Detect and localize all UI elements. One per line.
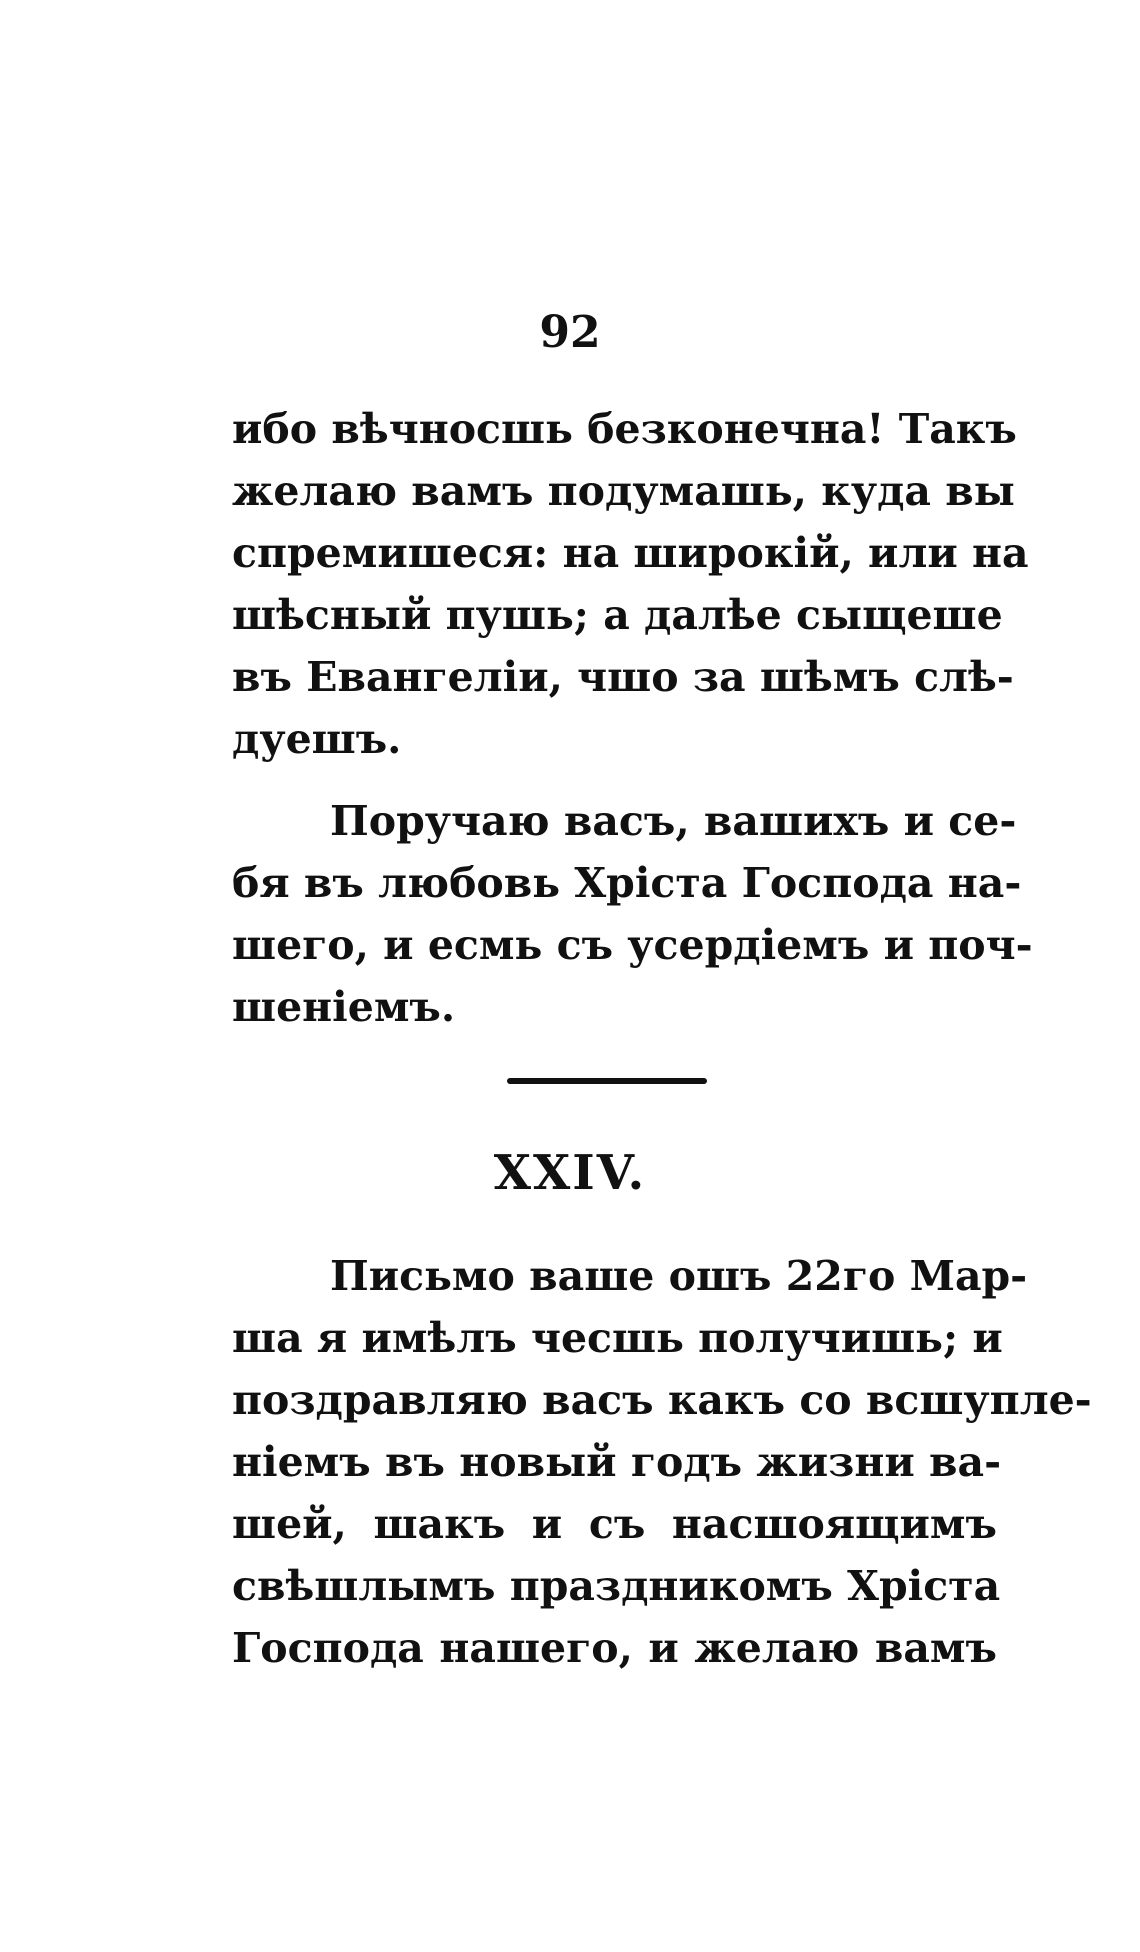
text-line: Господа нашего, и желаю вамъ <box>232 1624 997 1672</box>
text-line: поздравляю васъ какъ со всшупле- <box>232 1376 1092 1424</box>
text-line: шеніемъ. <box>232 983 456 1031</box>
text-line: въ Евангеліи, чшо за шѣмъ слѣ- <box>232 653 1014 701</box>
text-line: ибо вѣчносшь безконечна! Такъ <box>232 405 1017 453</box>
text-line: ніемъ въ новый годъ жизни ва- <box>232 1438 1002 1486</box>
paragraph-closing <box>232 790 1033 1038</box>
section-divider-rule <box>507 1078 707 1084</box>
text-line: шей, шакъ и съ насшоящимъ <box>232 1500 997 1548</box>
text-line: желаю вамъ подумашь, куда вы <box>232 467 1015 515</box>
text-line: Поручаю васъ, вашихъ и се- <box>330 797 1017 845</box>
section-heading: XXIV. <box>493 1145 647 1201</box>
text-line: шѣсный пушь; а далѣе сыщеше <box>232 591 1003 639</box>
text-line: ша я имѣлъ чесшь получишь; и <box>232 1314 1003 1362</box>
text-line: шего, и есмь съ усердіемъ и поч- <box>232 921 1033 969</box>
text-line: дуешъ. <box>232 715 402 763</box>
paragraph-continuation <box>232 398 1029 770</box>
text-line: Письмо ваше ошъ 22го Мар- <box>330 1252 1028 1300</box>
page-number: 92 <box>539 307 601 358</box>
text-line: спремишеся: на широкій, или на <box>232 529 1029 577</box>
text-line: бя въ любовь Хріста Господа на- <box>232 859 1022 907</box>
section-paragraph <box>232 1245 1092 1679</box>
text-line: свѣшлымъ праздникомъ Хріста <box>232 1562 1001 1610</box>
